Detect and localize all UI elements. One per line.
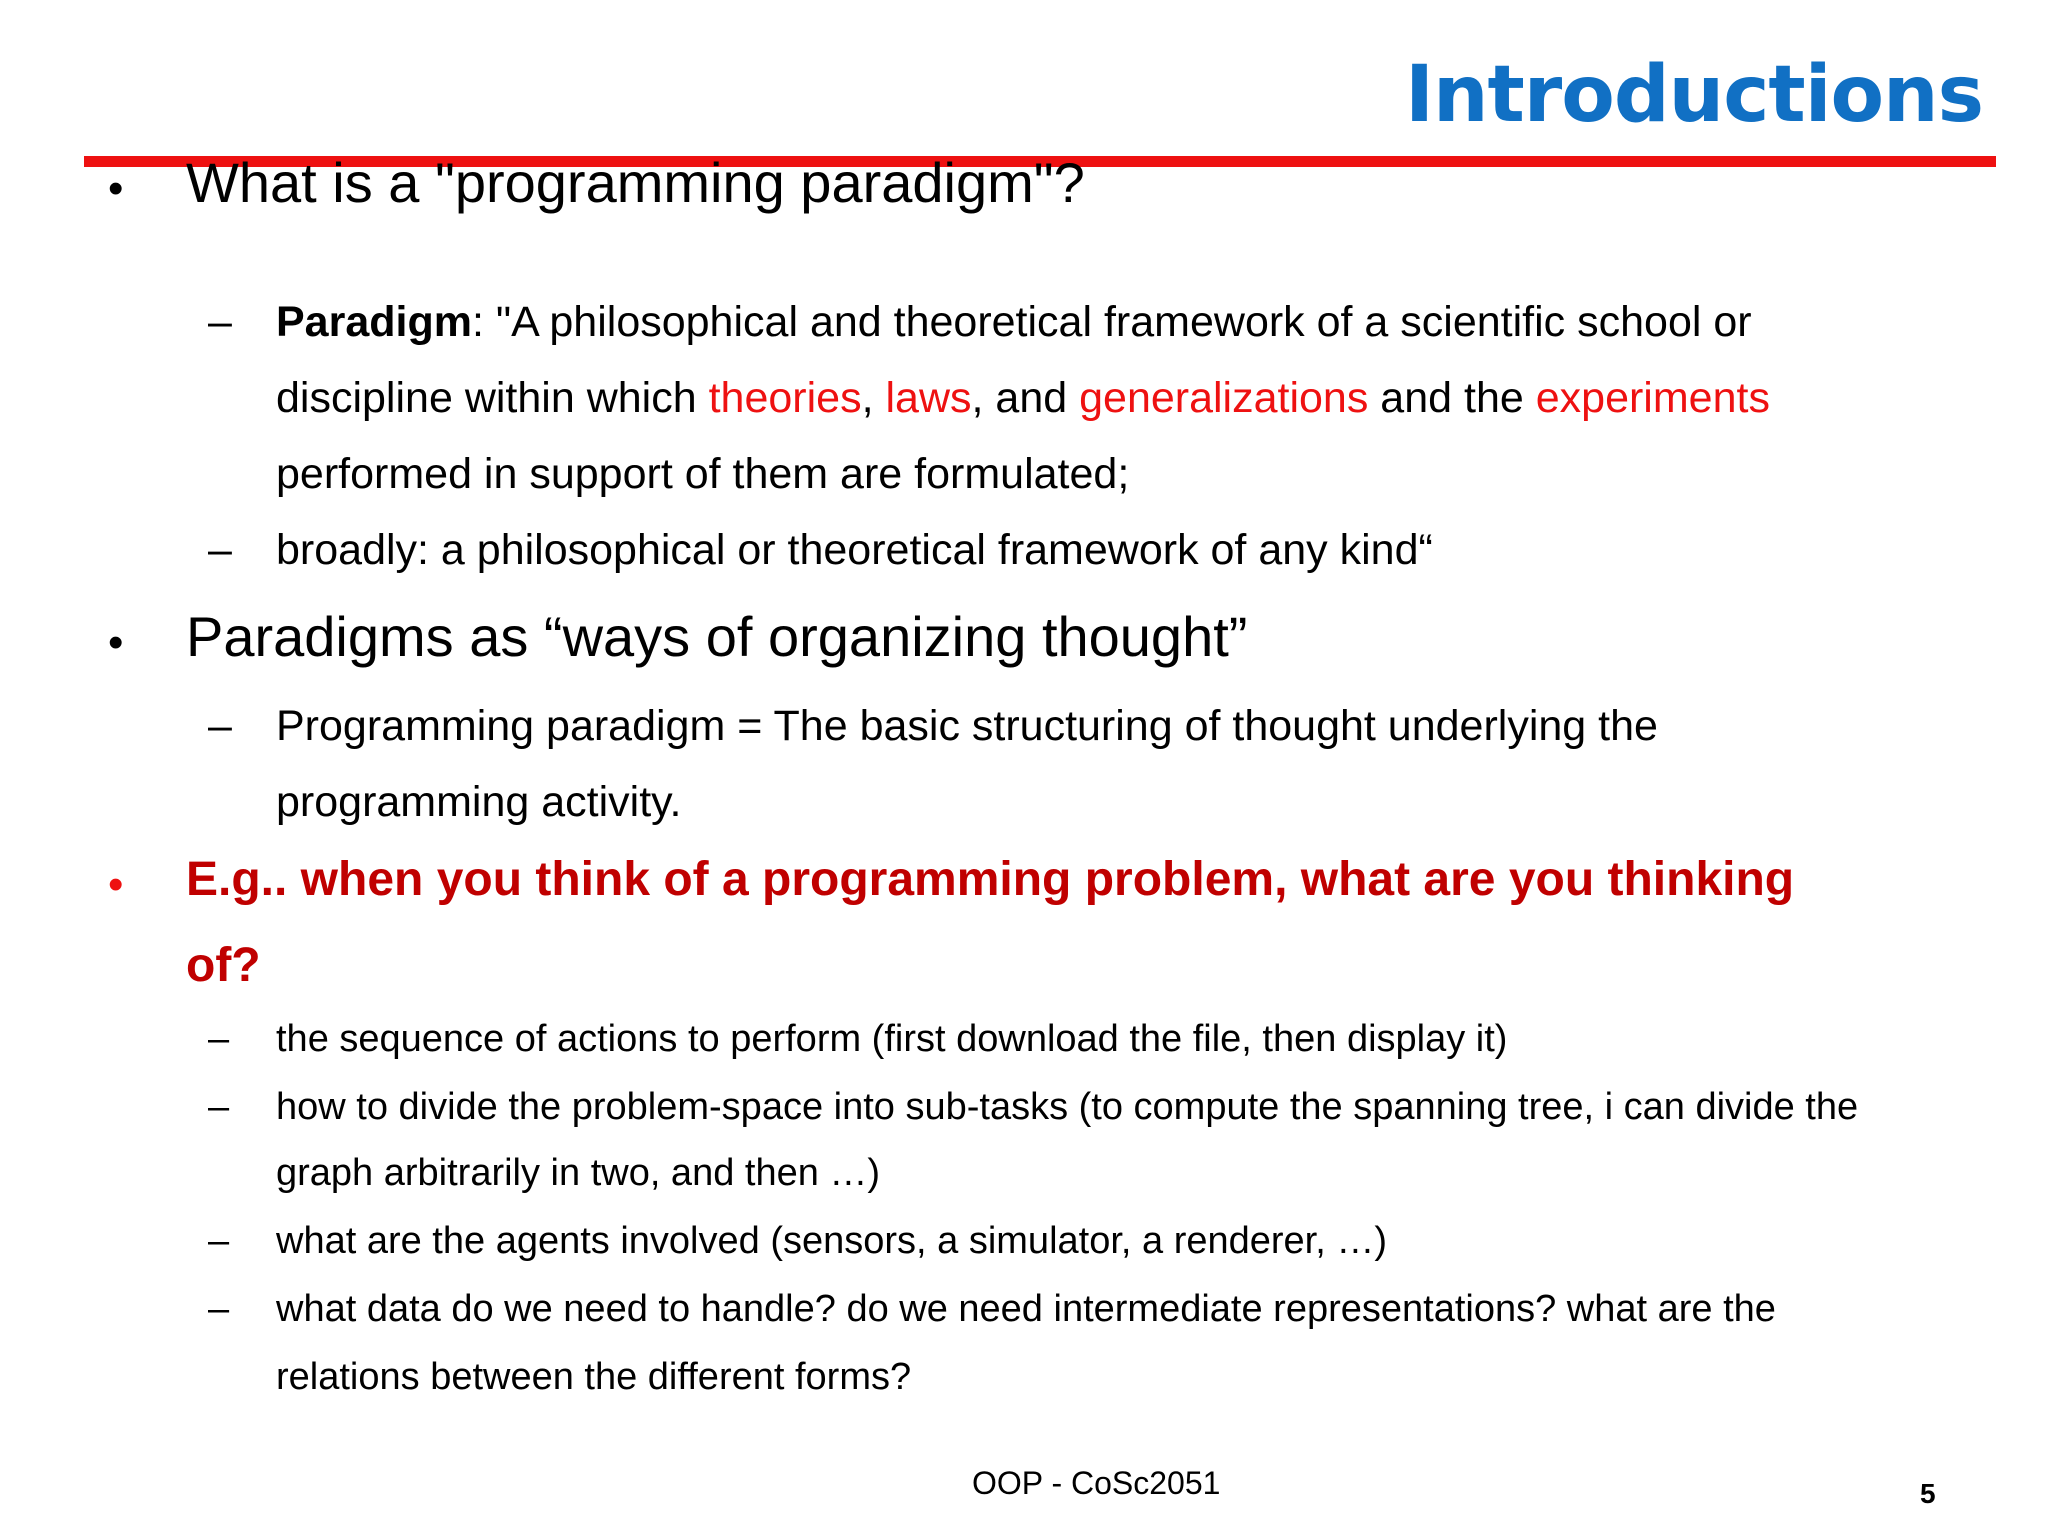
dash-marker: – [208, 298, 232, 346]
dash-marker: – [208, 526, 232, 574]
slide-footer: OOP - CoSc2051 [972, 1465, 1221, 1501]
sub-item-line: how to divide the problem-space into sub-tasks (to compute the spanning tree, i can divide the [276, 1086, 1859, 1128]
sub-item-line: what data do we need to handle? do we need intermediate representations? what are the [276, 1288, 1776, 1330]
sub-item-line: the sequence of actions to perform (first download the file, then display it) [276, 1018, 1508, 1060]
dash-marker: – [208, 702, 232, 750]
dash-marker: – [208, 1018, 230, 1060]
highlight-theories: theories [708, 374, 862, 422]
sub-item-line: relations between the different forms? [276, 1356, 912, 1398]
highlight-experiments: experiments [1535, 374, 1770, 422]
text-span: discipline within which [276, 374, 709, 422]
sub-item-line: programming activity. [276, 778, 682, 826]
sub-item-line [276, 374, 1770, 423]
sub-item-line: Programming paradigm = The basic structuring of thought underlying the [276, 702, 1658, 750]
bullet-1-text: What is a "programming paradigm"? [186, 151, 1085, 214]
bullet-3-text-cont: of? [186, 939, 261, 992]
sub-item-line: broadly: a philosophical or theoretical framework of any kind“ [276, 526, 1433, 574]
sub-item-line [276, 298, 1752, 347]
slide-title: Introductions [1404, 50, 1983, 140]
text-span: and the [1368, 374, 1536, 422]
bullet-marker: • [108, 164, 124, 213]
dash-marker: – [208, 1288, 230, 1330]
page-number: 5 [1920, 1478, 1936, 1509]
bullet-2-text: Paradigms as “ways of organizing thought” [186, 605, 1248, 668]
dash-marker: – [208, 1086, 230, 1128]
bullet-3-text: E.g.. when you think of a programming problem, what are you thinking [186, 853, 1795, 906]
dash-marker: – [208, 1220, 230, 1262]
text-span: , [861, 374, 886, 422]
highlight-generalizations: generalizations [1079, 374, 1369, 422]
sub-item-line: performed in support of them are formulated; [276, 450, 1130, 498]
sub-item-line: graph arbitrarily in two, and then …) [276, 1152, 881, 1194]
bullet-marker: • [108, 860, 124, 909]
highlight-laws: laws [885, 374, 972, 422]
text-span: , and [971, 374, 1080, 422]
sub-item-line: what are the agents involved (sensors, a simulator, a renderer, …) [276, 1220, 1387, 1262]
bullet-marker: • [108, 618, 124, 667]
paradigm-definition-start: : "A philosophical and theoretical framework of a scientific school or [471, 298, 1752, 346]
paradigm-term: Paradigm [276, 298, 472, 346]
